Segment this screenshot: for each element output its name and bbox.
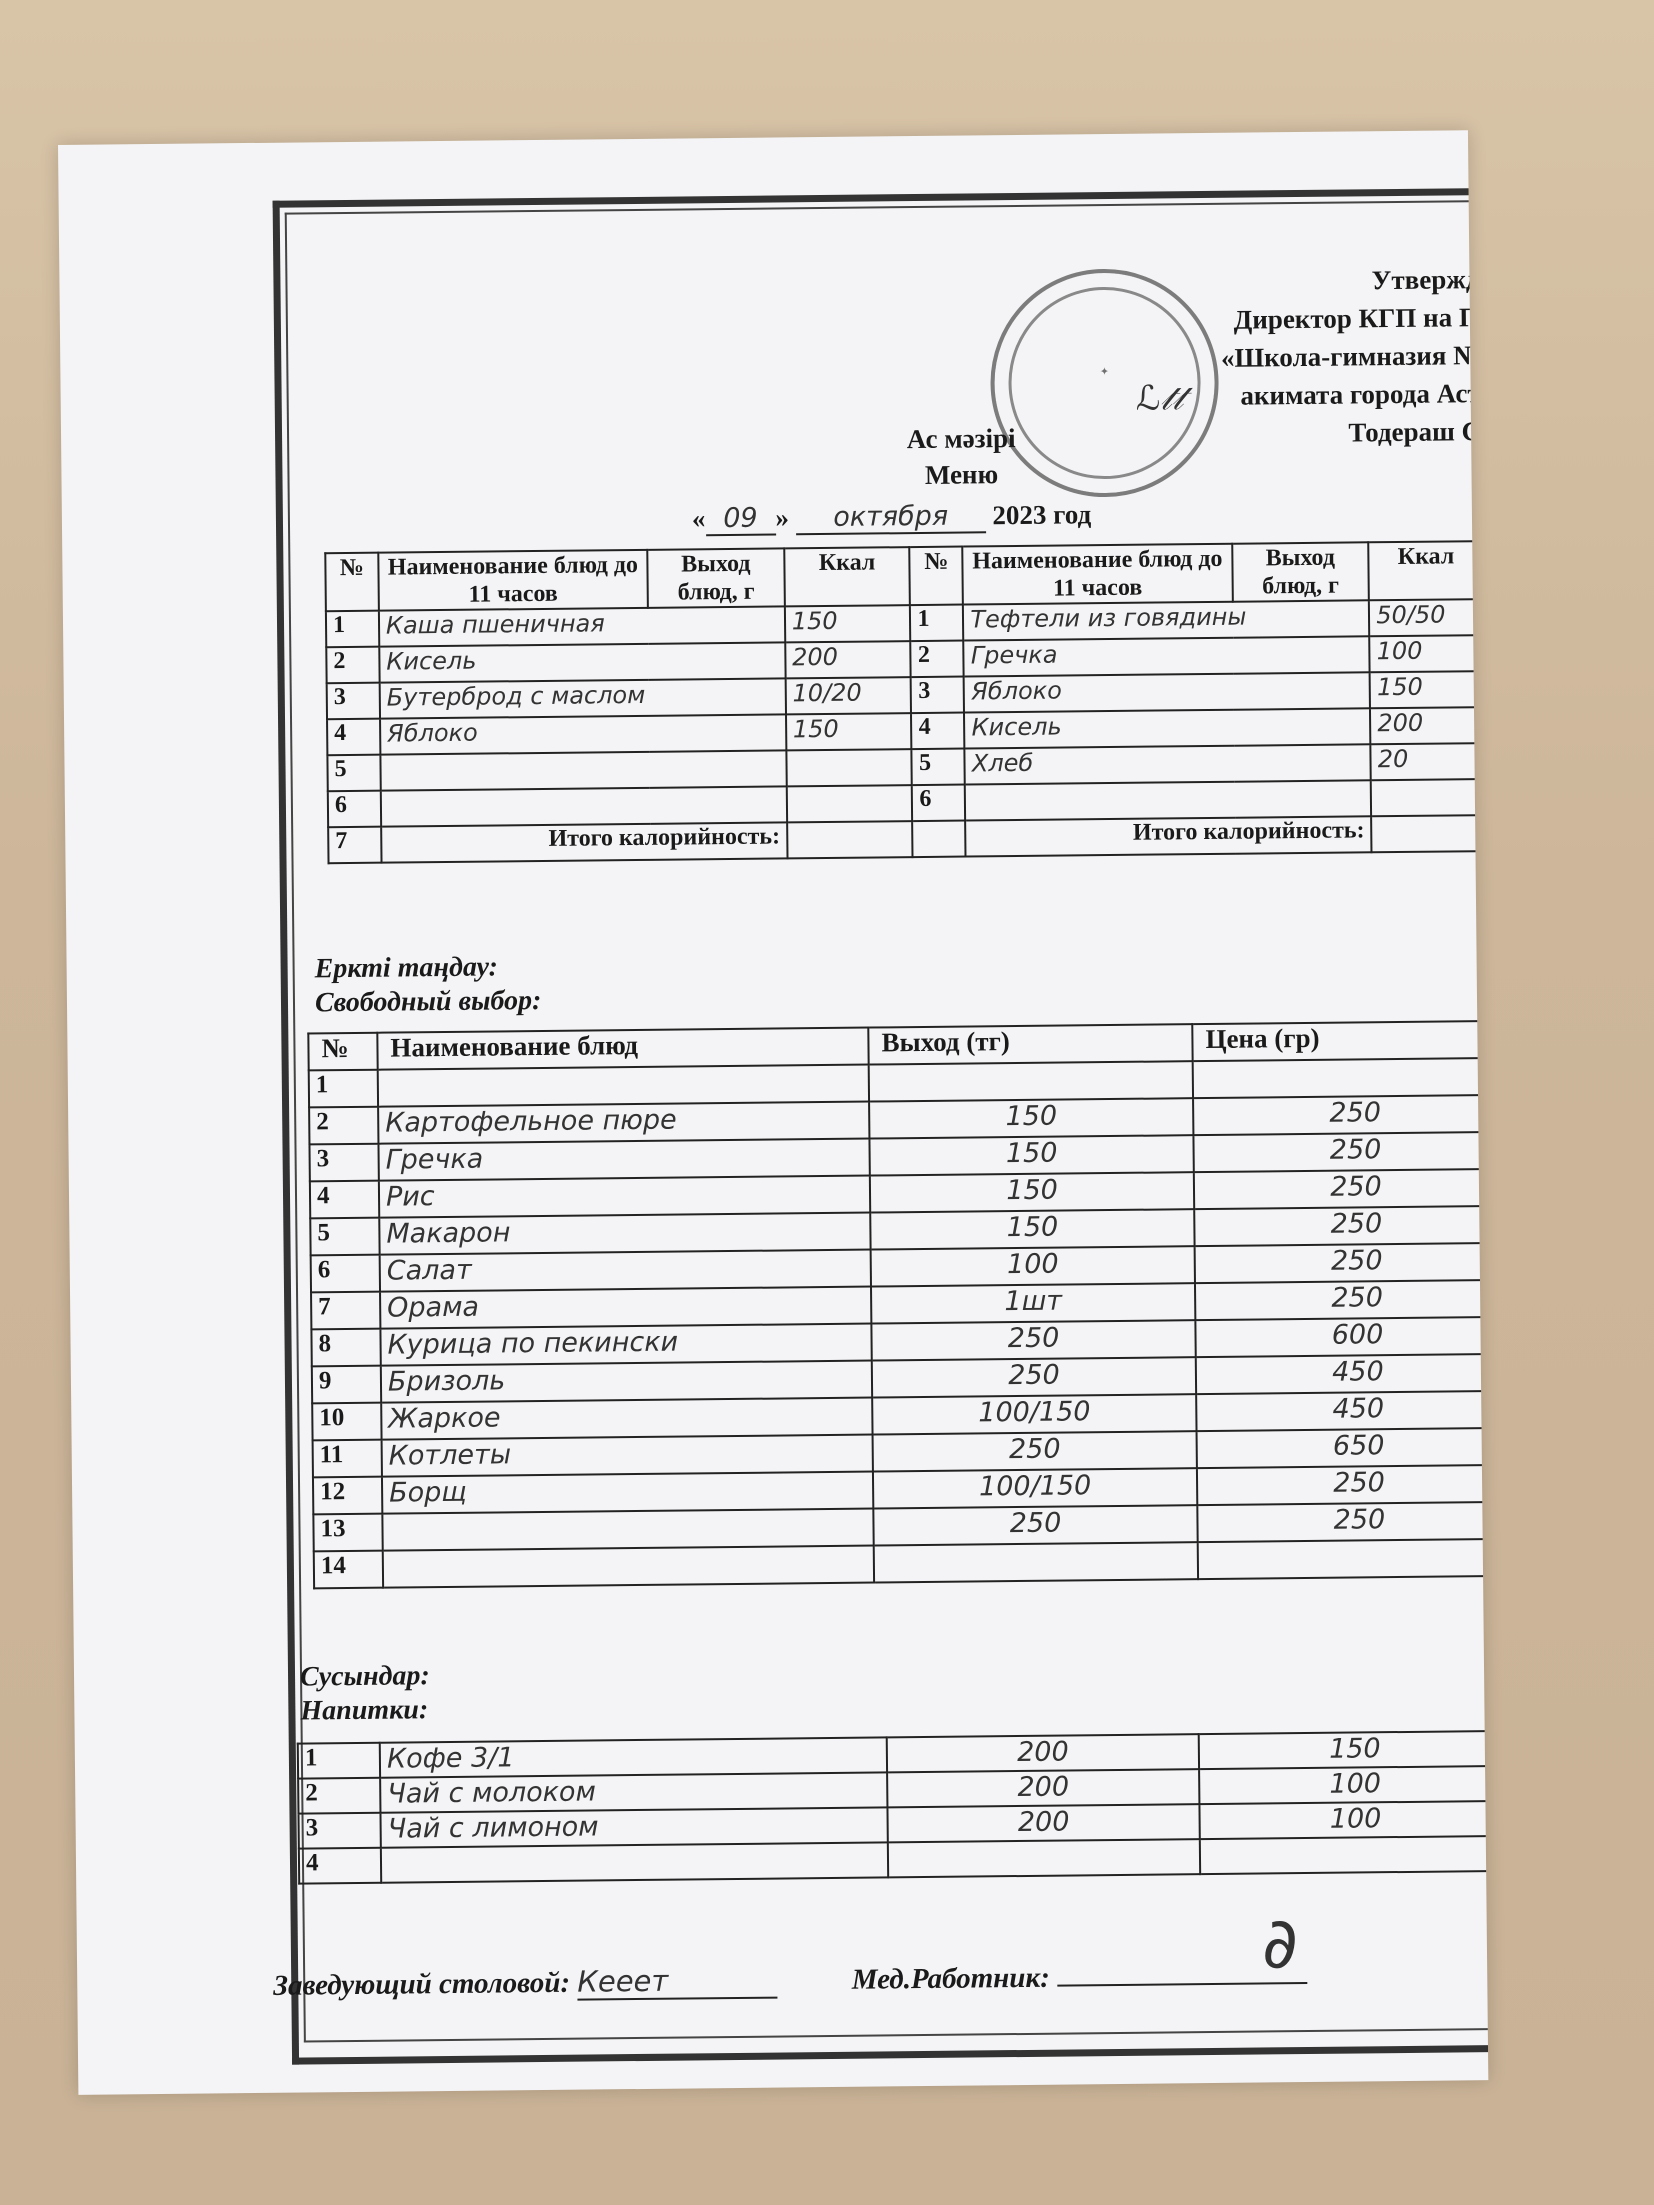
dish-output: 150 <box>785 605 911 642</box>
dish-name: Макарон <box>379 1213 871 1255</box>
free-choice-label-ru: Свободный выбор: <box>314 984 542 1019</box>
title-ru: Меню <box>924 459 999 490</box>
dish-name <box>381 786 787 826</box>
dish-output: 250 <box>873 1431 1197 1471</box>
drinks-label <box>300 1659 430 1728</box>
dish-output: 150 <box>1370 671 1485 708</box>
spacer <box>785 1989 845 1990</box>
drink-output: 200 <box>887 1734 1199 1772</box>
dish-output <box>869 1061 1193 1101</box>
total-calories-value <box>1371 815 1486 852</box>
dish-output: 10/20 <box>785 677 911 714</box>
dish-name: Каша пшеничная <box>379 606 785 646</box>
row-num: 1 <box>910 605 963 642</box>
col-name-2: Наименование блюд до 11 часов <box>963 544 1233 605</box>
row-num: 11 <box>313 1440 382 1478</box>
row-num: 4 <box>310 1181 379 1219</box>
dish-output: 150 <box>870 1209 1194 1249</box>
dish-name: Яблоко <box>380 714 786 754</box>
dish-output <box>874 1542 1198 1582</box>
dish-price: 650 <box>1197 1428 1489 1468</box>
free-choice-table <box>307 1020 1488 1590</box>
dish-name: Гречка <box>964 636 1370 676</box>
free-choice-label <box>314 950 541 1020</box>
dish-price: 250 <box>1197 1465 1488 1505</box>
col-num-2: № <box>910 547 964 606</box>
row-num: 13 <box>313 1514 382 1552</box>
dish-name: Хлеб <box>965 744 1371 784</box>
row-num: 3 <box>911 677 964 714</box>
dish-output <box>1371 779 1486 816</box>
col-price: Цена (гр) <box>1192 1021 1488 1061</box>
date-year: 2023 год <box>992 499 1092 531</box>
row-num <box>913 821 966 858</box>
dish-name: Жаркое <box>381 1398 873 1440</box>
dish-price: 250 <box>1194 1169 1488 1209</box>
dish-output: 150 <box>870 1172 1194 1212</box>
dish-price: 250 <box>1197 1502 1488 1542</box>
col-output: Выход блюд, г <box>647 548 784 607</box>
drinks-table <box>297 1730 1489 1885</box>
col-output-2: Выход блюд, г <box>1232 542 1369 601</box>
dish-output: 20 <box>1371 743 1486 780</box>
row-num: 10 <box>312 1403 381 1441</box>
dish-price: 250 <box>1195 1243 1489 1283</box>
dish-name: Рис <box>379 1176 871 1218</box>
row-num: 12 <box>313 1477 382 1515</box>
dish-name: Картофельное пюре <box>378 1102 870 1144</box>
row-num: 4 <box>327 719 380 756</box>
dish-output: 250 <box>872 1357 1196 1397</box>
total-calories-value <box>787 821 913 858</box>
row-num: 6 <box>912 785 965 822</box>
dish-name: Тефтели из говядины <box>963 600 1369 640</box>
row-num: 5 <box>912 749 965 786</box>
dish-output: 250 <box>873 1505 1197 1545</box>
dish-name: Кисель <box>379 642 785 682</box>
col-output: Выход (тг) <box>868 1024 1192 1064</box>
approval-director-name: Тодераш С <box>1348 416 1482 448</box>
total-calories-label: Итого калорийность: <box>381 822 787 862</box>
dish-output: 1шт <box>871 1283 1195 1323</box>
stamp-center: ✦ <box>1099 365 1110 379</box>
row-num: 5 <box>310 1218 379 1256</box>
menu-title <box>761 418 1162 494</box>
row-num: 1 <box>309 1070 378 1108</box>
dish-price: 250 <box>1193 1132 1488 1172</box>
dish-name: Котлеты <box>382 1435 874 1477</box>
row-num: 4 <box>911 713 964 750</box>
col-kcal-2: Ккал <box>1368 541 1483 600</box>
document-page <box>58 130 1488 2095</box>
date-quote-open: « <box>691 503 706 534</box>
row-num: 7 <box>311 1292 380 1330</box>
date-day: 09 <box>705 503 775 537</box>
col-name: Наименование блюд до 11 часов <box>378 550 648 611</box>
date-quote-close: » <box>775 502 790 533</box>
dish-output: 100 <box>1369 635 1484 672</box>
drink-name <box>381 1842 888 1882</box>
row-num: 2 <box>911 641 964 678</box>
canteen-head-label: Заведующий столовой: <box>273 1966 571 2002</box>
col-name: Наименование блюд <box>377 1028 869 1070</box>
drink-output <box>888 1839 1200 1877</box>
dish-price <box>1198 1539 1489 1579</box>
dish-price: 450 <box>1196 1391 1488 1431</box>
dish-price: 250 <box>1193 1095 1488 1135</box>
drinks-label-kz: Сусындар: <box>299 1660 430 1693</box>
dish-output: 100/150 <box>873 1468 1197 1508</box>
drink-name: Кофе 3/1 <box>380 1737 887 1777</box>
dish-output: 100/150 <box>872 1394 1196 1434</box>
approval-position: Директор КГП на П <box>1233 302 1481 335</box>
row-num: 14 <box>314 1551 383 1589</box>
row-num: 3 <box>327 683 380 720</box>
row-num: 7 <box>328 827 381 864</box>
drink-price: 100 <box>1199 1801 1488 1839</box>
dish-name <box>380 750 786 790</box>
dish-name: Борщ <box>382 1472 874 1514</box>
main-menu-table <box>324 540 1487 864</box>
drink-name: Чай с молоком <box>380 1772 887 1812</box>
col-num: № <box>308 1033 377 1071</box>
dish-price: 250 <box>1195 1280 1488 1320</box>
dish-name <box>965 780 1371 820</box>
canteen-head-signature: Кееет <box>577 1963 777 2001</box>
row-num: 3 <box>309 1144 378 1182</box>
med-worker-label: Мед.Работник: <box>851 1961 1050 1996</box>
med-worker-signature-mark: ∂ <box>1261 1902 1299 1985</box>
drinks-label-ru: Напитки: <box>300 1694 429 1727</box>
dish-name: Курица по пекински <box>380 1324 872 1366</box>
row-num: 4 <box>299 1848 381 1884</box>
row-num: 6 <box>311 1255 380 1293</box>
director-signature: ℒ𝓉𝓉 <box>1135 378 1184 419</box>
row-num: 2 <box>298 1778 380 1814</box>
dish-price: 600 <box>1195 1317 1488 1357</box>
approval-title: Утвержд <box>1371 264 1480 296</box>
menu-date <box>692 499 1092 536</box>
row-num: 9 <box>312 1366 381 1404</box>
drink-price: 100 <box>1199 1766 1488 1804</box>
dish-name: Гречка <box>378 1139 870 1181</box>
dish-output: 150 <box>869 1098 1193 1138</box>
drink-output: 200 <box>888 1804 1200 1842</box>
row-num: 8 <box>311 1329 380 1367</box>
col-num: № <box>325 553 379 612</box>
dish-name <box>382 1509 874 1551</box>
dish-output: 50/50 <box>1369 599 1484 636</box>
row-num: 2 <box>309 1107 378 1145</box>
total-calories-label: Итого калорийность: <box>966 816 1372 856</box>
dish-output: 100 <box>871 1246 1195 1286</box>
dish-output <box>787 785 913 822</box>
dish-price <box>1193 1058 1489 1098</box>
row-num: 3 <box>298 1813 380 1849</box>
dish-name: Яблоко <box>964 672 1370 712</box>
dish-output: 250 <box>871 1320 1195 1360</box>
dish-name: Бутерброд с маслом <box>380 678 786 718</box>
dish-price: 450 <box>1196 1354 1489 1394</box>
title-kz: Ас мәзірі <box>906 422 1016 455</box>
dish-output <box>786 749 912 786</box>
approval-akimat: акимата города Аст <box>1240 378 1481 411</box>
dish-name <box>378 1065 870 1107</box>
dish-price: 250 <box>1194 1206 1488 1246</box>
row-num: 5 <box>327 755 380 792</box>
row-num: 2 <box>326 647 379 684</box>
col-kcal: Ккал <box>784 547 910 606</box>
drink-output: 200 <box>887 1769 1199 1807</box>
row-num: 1 <box>298 1743 380 1779</box>
dish-output: 150 <box>786 713 912 750</box>
approval-school: «Школа-гимназия № <box>1220 340 1481 373</box>
dish-name: Орама <box>380 1287 872 1329</box>
dish-name: Бризоль <box>381 1361 873 1403</box>
drink-price: 150 <box>1199 1731 1489 1769</box>
dish-output: 200 <box>1370 707 1485 744</box>
free-choice-label-kz: Еркті таңдау: <box>314 951 499 985</box>
dish-output: 200 <box>785 641 911 678</box>
row-num: 6 <box>328 791 381 828</box>
dish-name: Салат <box>380 1250 872 1292</box>
dish-name <box>383 1546 875 1588</box>
drink-price <box>1200 1836 1489 1874</box>
drink-name: Чай с лимоном <box>381 1807 888 1847</box>
date-month: октября <box>796 500 986 535</box>
row-num: 1 <box>326 611 379 648</box>
dish-name: Кисель <box>964 708 1370 748</box>
dish-output: 150 <box>870 1135 1194 1175</box>
